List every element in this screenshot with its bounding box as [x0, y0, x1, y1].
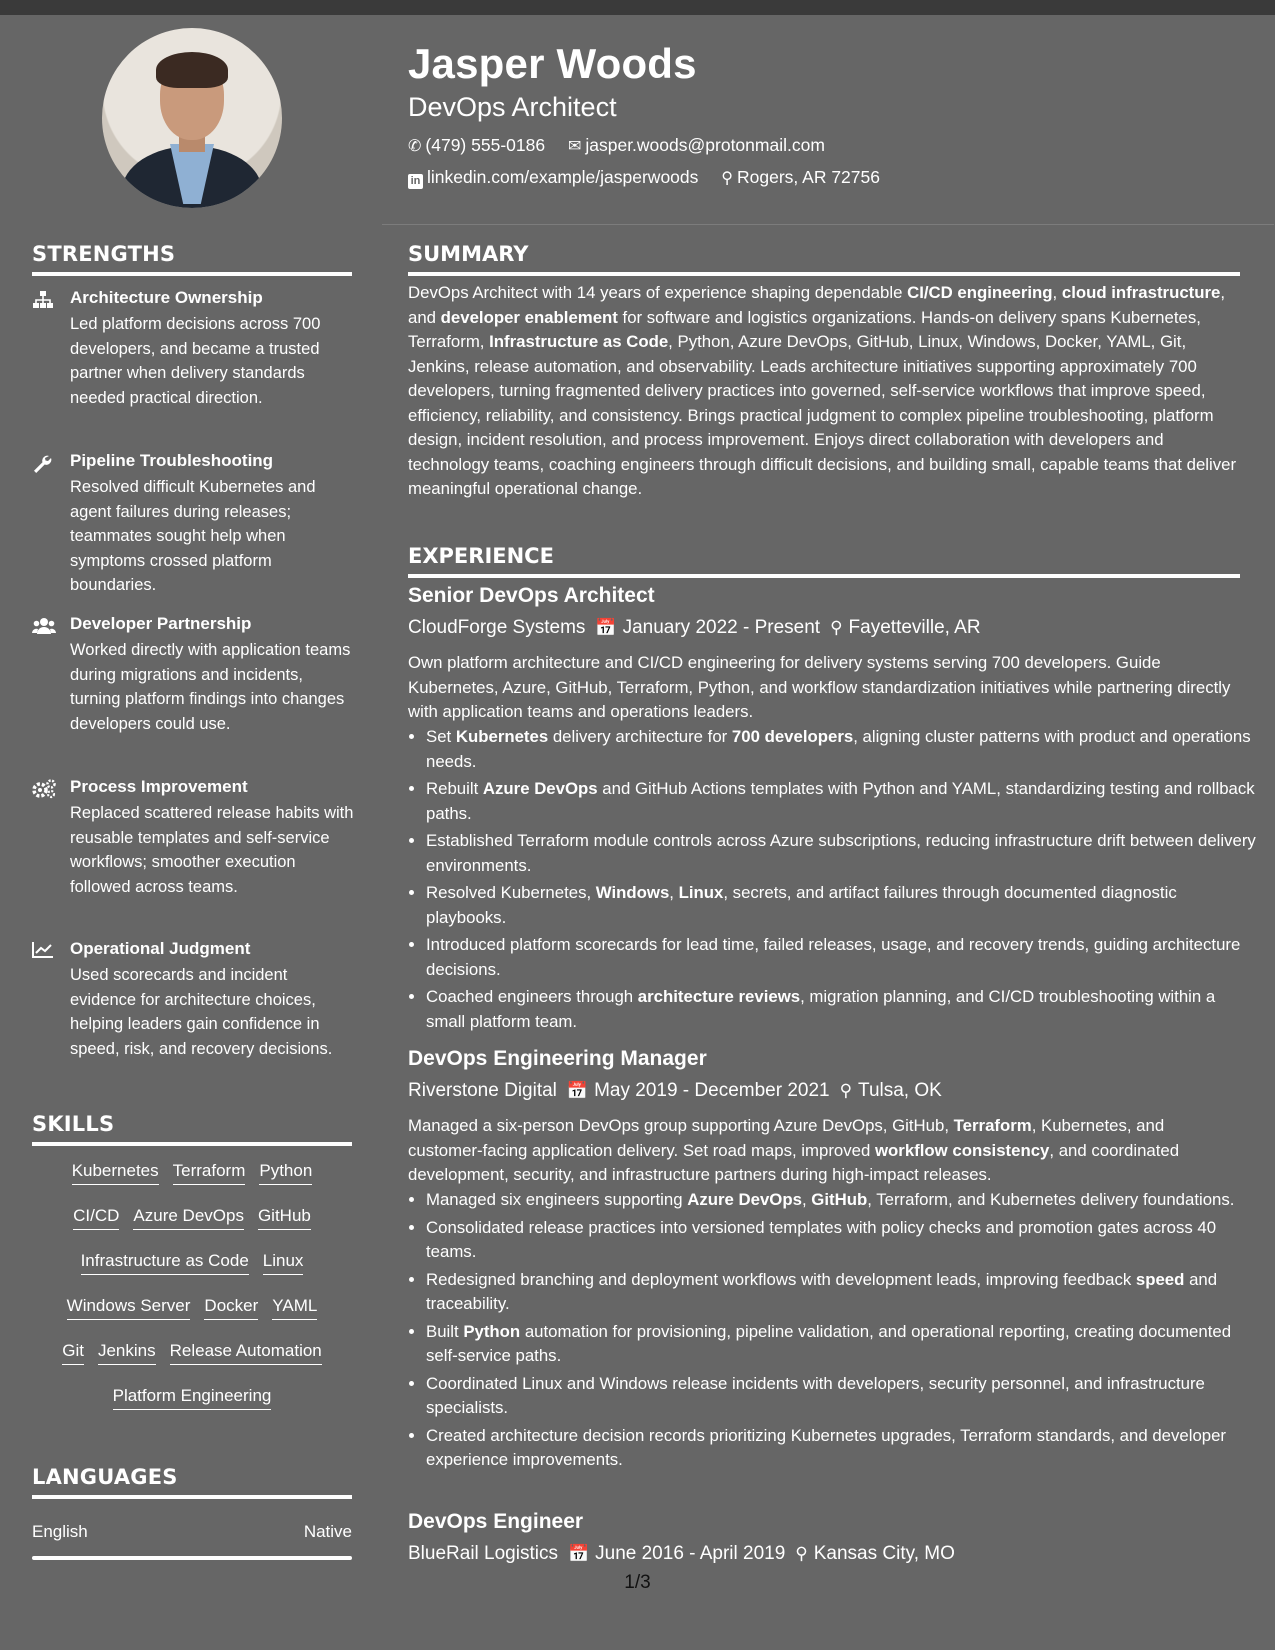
skill-tag: Infrastructure as Code [81, 1251, 249, 1275]
job-intro: Managed a six-person DevOps group supporting Azure DevOps, GitHub, Terraform, Kubernetes, and customer-facing application delivery. Set road maps, improved workflow consistency, and coordinated development, security, and infrastructure partners during high-impact releases. [408, 1116, 1180, 1184]
bullet-item: • Created architecture decision records prioritizing Kubernetes upgrades, Terraform standards, and developer experience improvements. [426, 1424, 1258, 1473]
job-company: CloudForge Systems [408, 617, 586, 638]
bullet-item: • Set Kubernetes delivery architecture for 700 developers, aligning cluster patterns with product and operations needs. [426, 725, 1258, 774]
job-bullets [408, 725, 1258, 1037]
bullet-item: • Coached engineers through architecture reviews, migration planning, and CI/CD troubleshooting within a small platform team. [426, 985, 1258, 1034]
strength-desc: Replaced scattered release habits with reusable templates and self-service workflows; smoother execution followed across teams. [70, 804, 354, 896]
skills-row [32, 1296, 352, 1320]
gears-icon [32, 779, 56, 799]
strength-title: Pipeline Troubleshooting [70, 451, 274, 470]
strength-desc: Used scorecards and incident evidence for architecture choices, helping leaders gain confidence in speed, risk, and recovery decisions. [70, 966, 333, 1058]
skills-row [32, 1341, 352, 1365]
skill-tag: Kubernetes [72, 1161, 159, 1185]
strength-title: Operational Judgment [70, 939, 251, 958]
linkedin-link[interactable]: linkedin.com/example/jasperwoods [427, 167, 699, 187]
language-level-bar [32, 1556, 352, 1560]
contact-row [408, 167, 898, 189]
job-location: Fayetteville, AR [848, 617, 981, 638]
candidate-name: Jasper Woods [408, 40, 697, 87]
sitemap-icon [32, 290, 56, 310]
strength-desc: Worked directly with application teams during migrations and incidents, turning platform findings into changes developers could use. [70, 641, 351, 733]
phone-text: (479) 555-0186 [425, 135, 546, 155]
skill-tag: Release Automation [170, 1341, 322, 1365]
calendar-icon: 📅 [567, 1544, 590, 1563]
bullet-item: • Built Python automation for provisioning, pipeline validation, and operational reporting, creating documented self-service paths. [426, 1320, 1258, 1369]
calendar-icon: 📅 [595, 618, 617, 637]
skill-tag: CI/CD [73, 1206, 119, 1230]
job-title: DevOps Engineering Manager [408, 1047, 707, 1070]
email-link[interactable]: jasper.woods@protonmail.com [585, 135, 825, 155]
bullet-item: • Rebuilt Azure DevOps and GitHub Actions templates with Python and YAML, standardizing testing and rollback paths. [426, 777, 1258, 826]
bullet-item: • Resolved Kubernetes, Windows, Linux, secrets, and artifact failures through documented diagnostic playbooks. [426, 881, 1258, 930]
skills-row [32, 1206, 352, 1230]
location-text: Rogers, AR 72756 [736, 167, 880, 187]
candidate-role: DevOps Architect [408, 92, 617, 122]
languages-heading: LANGUAGES [32, 1465, 352, 1499]
skills-row [32, 1161, 352, 1185]
job-intro: Own platform architecture and CI/CD engineering for delivery systems serving 700 developers. Guide Kubernetes, Azure, GitHub, Terraform, Python, and workflow standardization initiatives while partnering directly with application teams and operations leaders. [408, 653, 1231, 721]
skill-tag: GitHub [258, 1206, 311, 1230]
summary-text: DevOps Architect with 14 years of experience shaping dependable CI/CD engineering, cloud infrastructure, and developer enablement for software and logistics organizations. Hands-on delivery spans Kubernetes, Terraform, Infrastructure as Code, Python, Azure DevOps, GitHub, Linux, Windows, Docker, YAML, Git, Jenkins, release automation, and observability. Leads architecture initiatives supporting approximately 700 developers, turning fragmented delivery practices into governed, self-service workflows that improve speed, efficiency, reliability, and consistency. Brings practical judgment to complex pipeline troubleshooting, platform design, incident resolution, and process improvement. Enjoys direct collaboration with developers and technology teams, coaching engineers through difficult decisions, and building small, capable teams that deliver meaningful operational change. [408, 283, 1237, 498]
job-dates: June 2016 - April 2019 [595, 1543, 786, 1564]
wrench-icon [32, 453, 56, 473]
strength-title: Developer Partnership [70, 614, 252, 633]
contact-row [408, 135, 843, 156]
phone-icon: ✆ [408, 138, 422, 155]
map-pin-icon: ⚲ [795, 1544, 808, 1563]
skills-row [32, 1251, 352, 1275]
profile-photo [102, 28, 282, 208]
skill-tag: Terraform [173, 1161, 246, 1185]
job-meta [408, 1543, 955, 1565]
job-location: Tulsa, OK [858, 1080, 942, 1101]
summary-heading: SUMMARY [408, 242, 1240, 276]
bullet-item: • Managed six engineers supporting Azure DevOps, GitHub, Terraform, and Kubernetes delivery foundations. [426, 1188, 1258, 1213]
job-title: Senior DevOps Architect [408, 584, 655, 607]
bullet-item: • Introduced platform scorecards for lead time, failed releases, usage, and recovery trends, guiding architecture decisions. [426, 933, 1258, 982]
skill-tag: Azure DevOps [133, 1206, 244, 1230]
calendar-icon: 📅 [566, 1081, 589, 1100]
map-pin-icon: ⚲ [830, 618, 843, 637]
job-dates: May 2019 - December 2021 [594, 1080, 830, 1101]
header-divider [382, 224, 1274, 225]
bullet-item: • Consolidated release practices into versioned templates with policy checks and promotion gates across 40 teams. [426, 1216, 1258, 1265]
envelope-icon: ✉ [567, 138, 582, 155]
strength-title: Process Improvement [70, 777, 248, 796]
skills-row [32, 1386, 352, 1410]
strength-desc: Led platform decisions across 700 developers, and became a trusted partner when delivery standards needed practical direction. [70, 315, 321, 407]
top-bar [0, 0, 1275, 15]
bullet-item: • Established Terraform module controls across Azure subscriptions, reducing infrastructure drift between delivery environments. [426, 829, 1258, 878]
language-name: English [32, 1522, 88, 1541]
bullet-item: • Coordinated Linux and Windows release incidents with developers, security personnel, and infrastructure specialists. [426, 1372, 1258, 1421]
skills-heading: SKILLS [32, 1112, 352, 1146]
job-company: Riverstone Digital [408, 1080, 557, 1101]
users-icon [32, 616, 56, 636]
chart-line-icon [32, 941, 56, 961]
experience-heading: EXPERIENCE [408, 544, 1240, 578]
skill-tag: Git [62, 1341, 84, 1365]
job-bullets [408, 1188, 1258, 1476]
skill-tag: Linux [263, 1251, 304, 1275]
linkedin-icon: in [408, 174, 423, 189]
skill-tag: Jenkins [98, 1341, 156, 1365]
language-level: Native [303, 1522, 352, 1541]
job-company: BlueRail Logistics [408, 1543, 558, 1564]
page-indicator: 1/3 [624, 1572, 651, 1593]
skill-tag: Windows Server [67, 1296, 191, 1320]
job-title: DevOps Engineer [408, 1510, 584, 1533]
strength-title: Architecture Ownership [70, 288, 263, 307]
skill-tag: Docker [204, 1296, 258, 1320]
bullet-item: • Redesigned branching and deployment workflows with development leads, improving feedback speed and traceability. [426, 1268, 1258, 1317]
job-location: Kansas City, MO [813, 1543, 955, 1564]
strengths-heading: STRENGTHS [32, 242, 352, 276]
skill-tag: YAML [272, 1296, 317, 1320]
skill-tag: Python [259, 1161, 312, 1185]
job-dates: January 2022 - Present [622, 617, 821, 638]
map-pin-icon: ⚲ [839, 1081, 853, 1100]
strength-desc: Resolved difficult Kubernetes and agent failures during releases; teammates sought help when symptoms crossed platform boundaries. [70, 478, 316, 594]
job-meta [408, 617, 981, 639]
skill-tag: Platform Engineering [113, 1386, 272, 1410]
job-meta [408, 1080, 942, 1102]
map-pin-icon: ⚲ [721, 170, 733, 187]
